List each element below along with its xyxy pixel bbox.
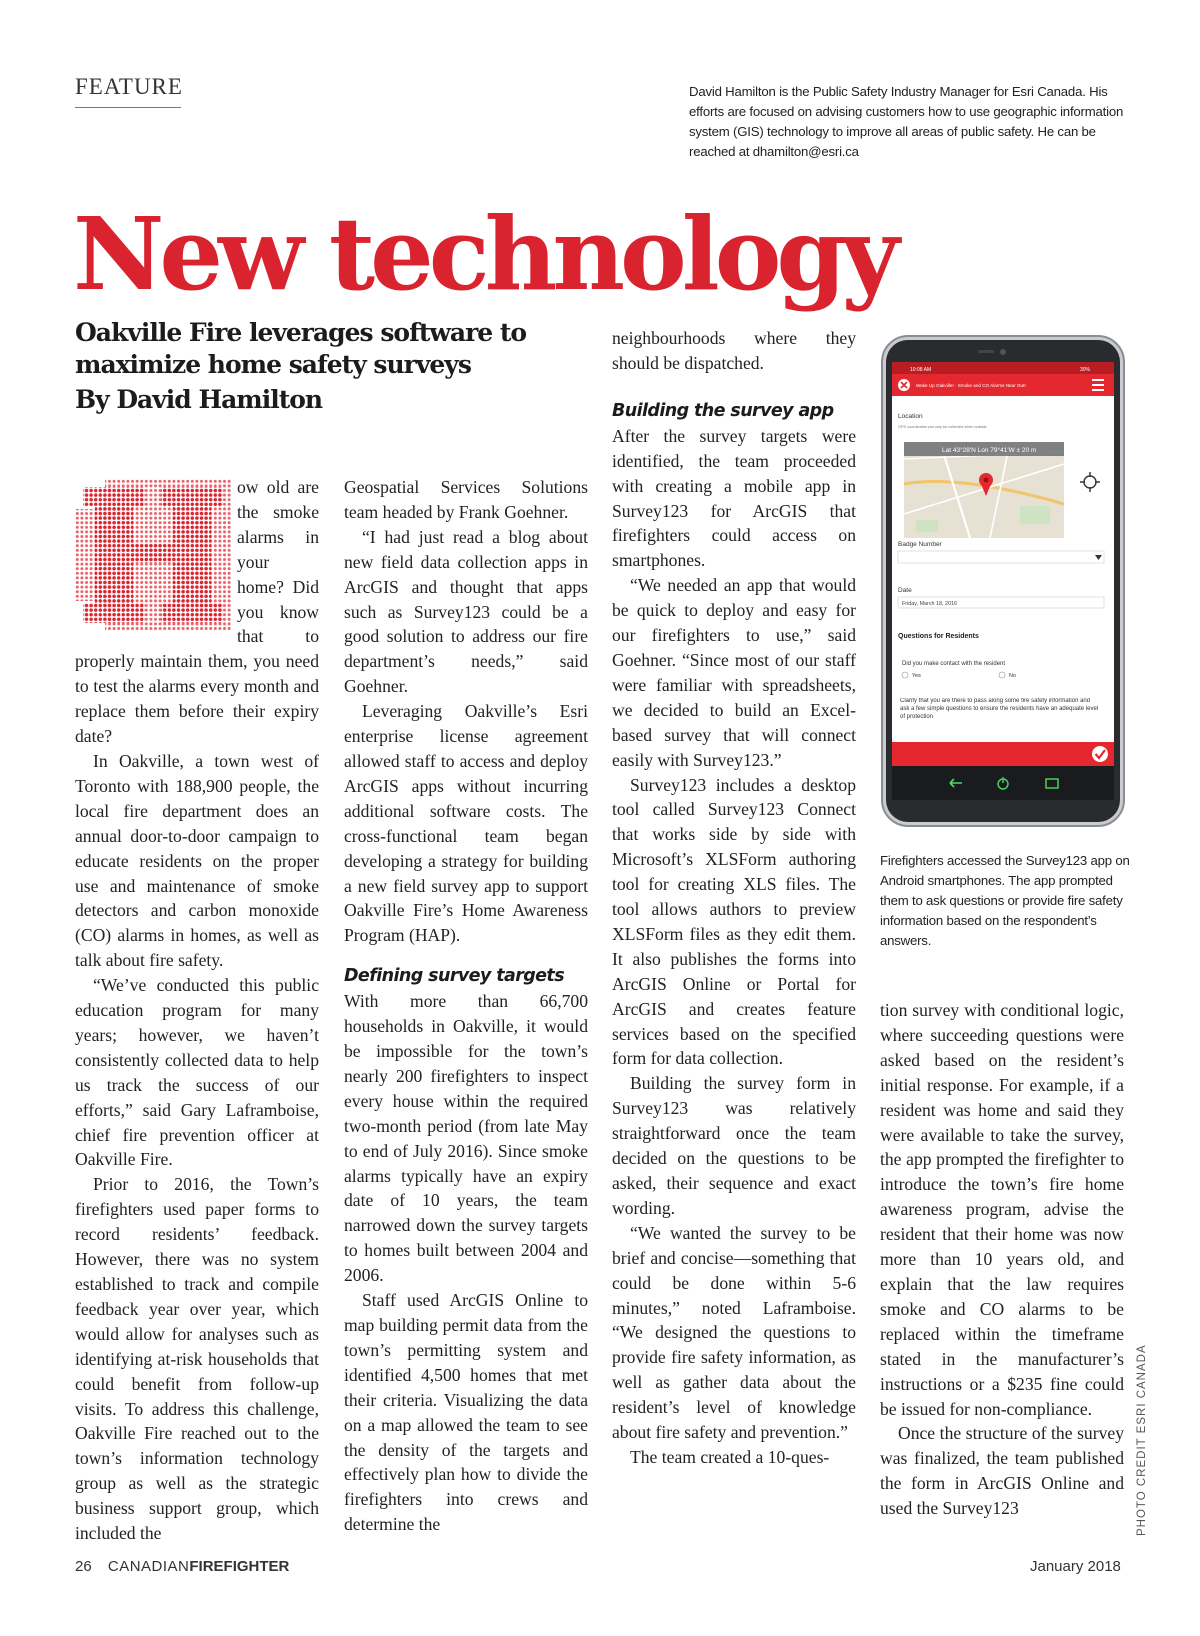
date-label: Date	[898, 587, 912, 594]
option-no: No	[1009, 673, 1016, 679]
headline: New technology	[73, 195, 895, 313]
section-label: FEATURE	[75, 74, 183, 99]
page-number: 26	[75, 1558, 92, 1575]
paragraph: “I had just read a blog about new field data collection apps in ArcGIS and thought that apps such as Survey123 could be a good solution to address our fire department’s needs,” said Goehner.	[344, 526, 588, 697]
paragraph: Geospatial Services Solutions team headed by Frank Goehner.	[344, 477, 588, 522]
paragraph: With more than 66,700 households in Oakville, it would be impossible for the town’s nearly 200 firefighters to inspect every house within the required two-month period (from late May to end of July 2016). Since smoke alarms typically have an expiry date of 10 years, the team narrowed down the survey targets to homes built between 2004 and 2006.	[344, 991, 588, 1286]
status-time: 10:08 AM	[910, 367, 932, 373]
questions-header: Questions for Residents	[898, 633, 979, 640]
app-title: Wake Up Oakville! · Smoke and CO Alarms Near Out!	[916, 383, 1026, 388]
paragraph: neighbourhoods where they should be dispatched.	[612, 328, 856, 373]
paragraph: Prior to 2016, the Town’s firefighters used paper forms to record residents’ feedback. However, there was no system established to track and compile feedback year over year, which would allow for analyses such as identifying at-risk households that could benefit from follow-up visits. To address this challenge, Oakville Fire reached out to the town’s information technology group as well as the strategic business support group, which included the	[75, 1174, 319, 1544]
paragraph: Building the survey form in Survey123 was relatively straightforward once the team decided on the questions to be asked, their sequence and exact wording.	[612, 1073, 856, 1218]
issue-date: January 2018	[1030, 1558, 1121, 1575]
location-label: Location	[898, 413, 923, 420]
author-bio: David Hamilton is the Public Safety Industry Manager for Esri Canada. His efforts are focused on advising customers how to use geographic information system (GIS) technology to improve all areas of public safety. He can be reached at dhamilton@esri.ca	[689, 84, 1124, 159]
subheading: Building the survey app	[612, 400, 834, 421]
badge-select	[898, 551, 1104, 563]
clarify-text: Clarify that you are there to pass along some fire safety information and ask a few simple questions to ensure the residents have an adequate level of protection	[900, 698, 1099, 720]
magazine-name-prefix: CANADIAN	[107, 1558, 190, 1575]
menu-icon	[1092, 379, 1104, 391]
section-rule	[75, 107, 181, 108]
footer-left	[75, 1558, 289, 1575]
paragraph: In Oakville, a town west of Toronto with 188,900 people, the local fire department does an annual door-to-door campaign to educate residents on the proper use and maintenance of smoke detectors and carbon monoxide (CO) alarms in homes, as well as talk about fire safety.	[75, 750, 319, 971]
column-2	[344, 475, 588, 1537]
phone-screenshot	[880, 334, 1126, 828]
paragraph: ow old are the smoke alarms in your home? Did you know that to properly maintain them, you need to test the alarms every month and replace them before their expiry date?	[75, 477, 319, 747]
submit-bar	[892, 742, 1114, 766]
map-coords: Lat 43°28'N Lon 79°41'W ± 20 m	[942, 447, 1037, 454]
status-battery: 30%	[1080, 367, 1091, 373]
paragraph: The team created a 10-ques-	[630, 1446, 830, 1467]
paragraph: Once the structure of the survey was finalized, the team published the form in ArcGIS Online and used the Survey123	[880, 1423, 1124, 1519]
badge-label: Badge Number	[898, 541, 942, 548]
date-value: Friday, March 18, 2016	[902, 601, 958, 607]
subheading: Defining survey targets	[344, 966, 565, 987]
photo-credit: PHOTO CREDIT ESRI CANADA	[1136, 1344, 1148, 1536]
dropcap-h-graphic	[75, 479, 231, 631]
option-yes: Yes	[912, 673, 921, 679]
paragraph: “We needed an app that would be quick to deploy and easy for our firefighters to use,” said Goehner. “Since most of our staff were familiar with spreadsheets, we decided to build an Excel-based survey that will connect easily with Survey123.”	[612, 575, 856, 770]
paragraph: After the survey targets were identified, the team proceeded with creating a mobile app in Survey123 for ArcGIS that firefighters could access on smartphones.	[612, 425, 856, 571]
paragraph: “We’ve conducted this public education program for many years; however, we haven’t consistently collected data to help us track the success of our efforts,” said Gary Laframboise, chief fire prevention officer at Oakville Fire.	[75, 975, 319, 1170]
paragraph: Leveraging Oakville’s Esri enterprise license agreement allowed staff to access and deploy ArcGIS apps without incurring additional software costs. The cross-functional team began developing a strategy for building a new field survey app to support Oakville Fire’s Home Awareness Program (HAP).	[344, 701, 588, 946]
paragraph: tion survey with conditional logic, where succeeding questions were asked based on the resident’s initial response. For example, if a resident was home and said they were available to take the survey, the app prompted the firefighter to introduce the town’s fire home awareness program, advise the resident that their home was now more than 10 years old, and explain that the law requires smoke and CO alarms to be replaced within the timeframe stated in the manufacturer’s instructions or a $235 fine could be issued for non-compliance.	[880, 1000, 1124, 1419]
map-preview	[904, 442, 1064, 538]
column-1	[75, 475, 319, 1546]
paragraph: “We wanted the survey to be brief and concise—something that could be done within 5-6 minutes,” noted Laframboise. “We designed the questions to provide fire safety information, as well as gather data about the resident’s level of knowledge about fire safety and prevention.”	[612, 1222, 856, 1443]
paragraph: Survey123 includes a desktop tool called Survey123 Connect that works side by side with Microsoft’s XLSForm authoring tool for creating XLS files. The tool allows authors to preview XLSForm files as they edit them. It also publishes the forms into ArcGIS Online or Portal for ArcGIS and creates feature services based on the specified form for data collection.	[612, 774, 856, 1069]
photo-caption: Firefighters accessed the Survey123 app on Android smartphones. The app prompted them to ask questions or provide fire safety information based on the respondent’s answers.	[880, 853, 1130, 948]
check-icon	[1092, 746, 1108, 762]
deck-subtitle: Oakville Fire leverages software to maximize home safety surveys	[75, 318, 527, 379]
paragraph: Staff used ArcGIS Online to map building permit data from the town’s permitting system and identified 4,500 homes that met their criteria. Visualizing the data on a map allowed the team to see the density of the targets and effectively plan how to divide the firefighters into crews and determine the	[344, 1290, 588, 1535]
magazine-name: FIREFIGHTER	[189, 1558, 290, 1575]
byline: By David Hamilton	[75, 385, 323, 414]
location-hint: GPS coordinates can only be collected when outside	[898, 425, 987, 429]
column-3	[612, 326, 856, 1470]
contact-question: Did you make contact with the resident	[902, 661, 1006, 667]
column-4	[880, 998, 1124, 1521]
